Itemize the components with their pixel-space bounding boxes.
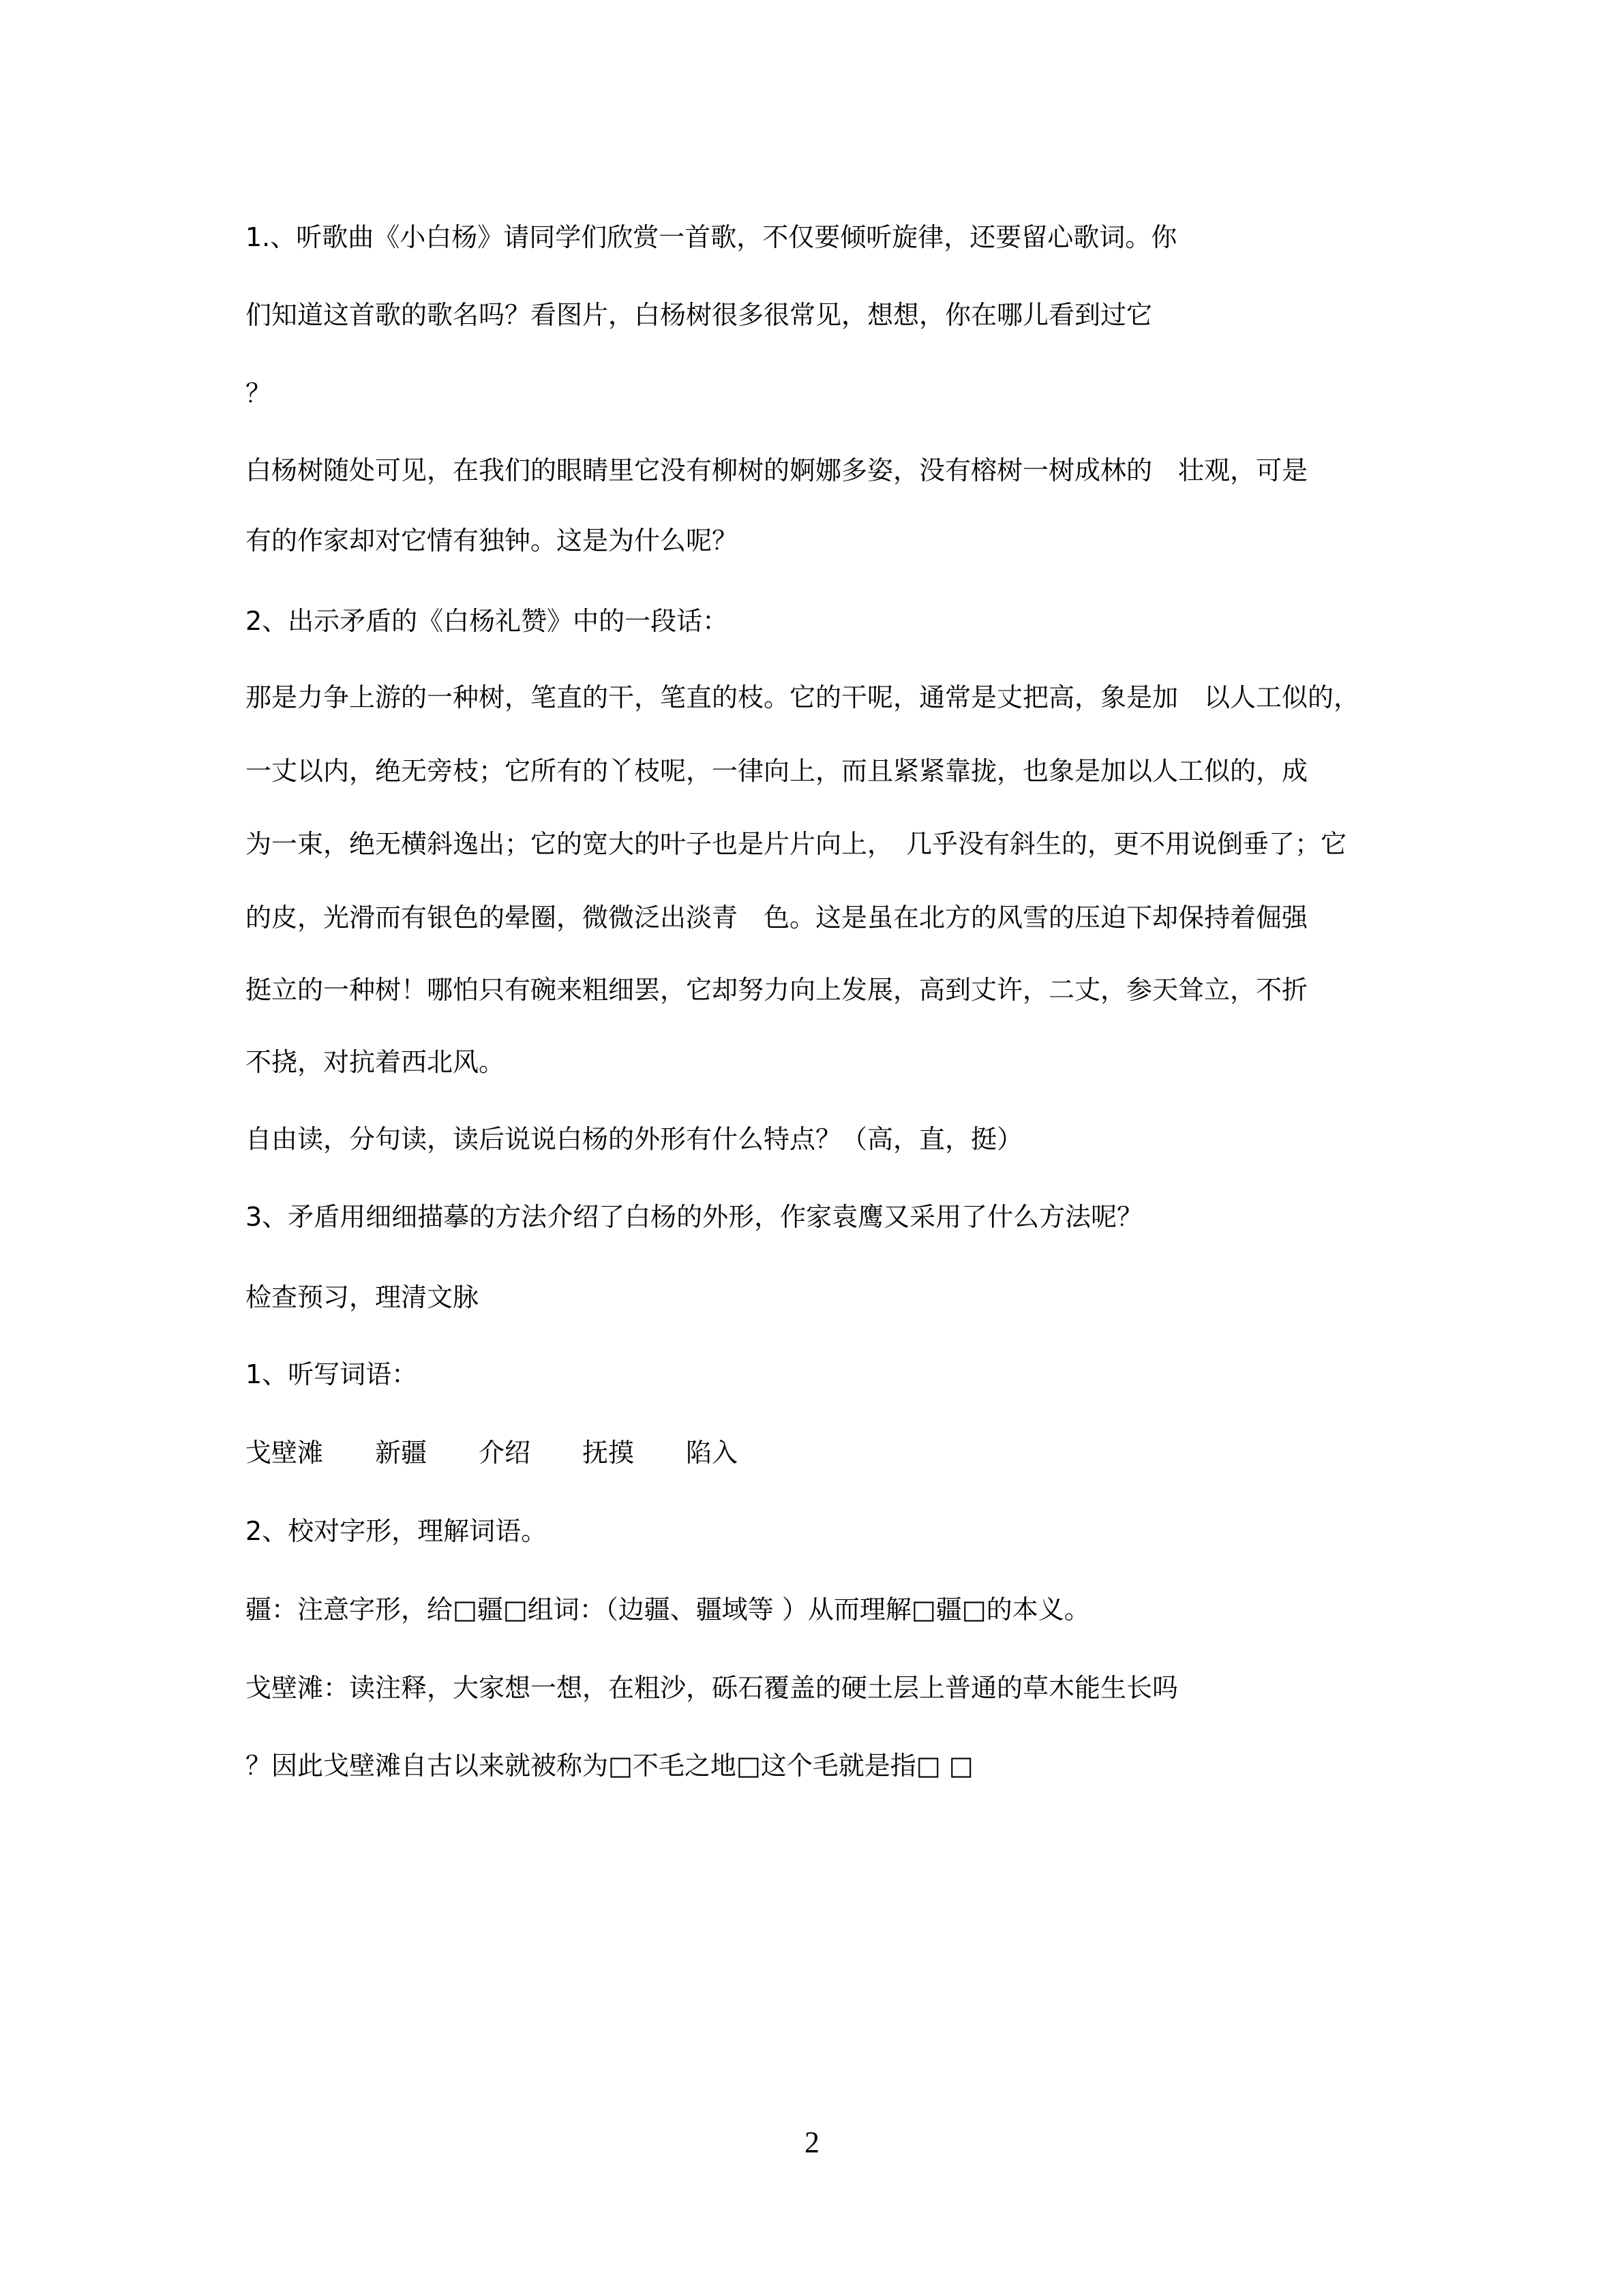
text-line: 戈壁滩：读注释，大家想一想，在粗沙，砾石覆盖的硬土层上普通的草木能生长吗 [245, 1673, 1179, 1703]
text-line: 们知道这首歌的歌名吗？看图片，白杨树很多很常见，想想，你在哪儿看到过它 [245, 300, 1153, 330]
text-line: 的皮，光滑而有银色的晕圈，微微泛出淡青 色。这是虽在北方的风雪的压迫下却保持着倔强 [245, 903, 1308, 933]
text-line: 1.、听歌曲《小白杨》请同学们欣赏一首歌，不仅要倾听旋律，还要留心歌词。你 [245, 222, 1177, 252]
text-line: 1、听写词语： [245, 1359, 418, 1389]
text-line: 挺立的一种树！哪怕只有碗来粗细罢，它却努力向上发展，高到丈许，二丈，参天耸立，不折 [245, 975, 1308, 1005]
text-line: ？因此戈壁滩自古以来就被称为□不毛之地□这个毛就是指□ □ [245, 1751, 974, 1781]
text-line: 一丈以内，绝无旁枝；它所有的丫枝呢，一律向上，而且紧紧靠拢，也象是加以人工似的，成 [245, 756, 1308, 786]
text-line: ？ [245, 378, 272, 408]
text-line: 检查预习，理清文脉 [245, 1282, 479, 1312]
text-line: 2、校对字形，理解词语。 [245, 1516, 547, 1546]
text-line: 那是力争上游的一种树，笔直的干，笔直的枝。它的干呢，通常是丈把高，象是加 以人工似的， [245, 682, 1360, 712]
text-line: 白杨树随处可见，在我们的眼睛里它没有柳树的婀娜多姿，没有榕树一树成林的 壮观，可是 [245, 455, 1308, 485]
text-line: 戈壁滩 新疆 介绍 抚摸 陷入 [245, 1438, 738, 1468]
text-line: 不挠，对抗着西北风。 [245, 1047, 505, 1077]
page-number: 2 [805, 2126, 819, 2159]
text-line: 疆：注意字形，给□疆□组词：（边疆、疆域等 ）从而理解□疆□的本义。 [245, 1595, 1090, 1625]
text-line: 自由读，分句读，读后说说白杨的外形有什么特点？（高，直，挺） [245, 1124, 1023, 1154]
text-line: 3、矛盾用细细描摹的方法介绍了白杨的外形，作家袁鹰又采用了什么方法呢？ [245, 1202, 1143, 1232]
text-line: 有的作家却对它情有独钟。这是为什么呢？ [245, 526, 738, 556]
text-line: 为一束，绝无横斜逸出；它的宽大的叶子也是片片向上， 几乎没有斜生的，更不用说倒垂了；它 [245, 829, 1347, 859]
text-line: 2、出示矛盾的《白杨礼赞》中的一段话： [245, 606, 729, 636]
